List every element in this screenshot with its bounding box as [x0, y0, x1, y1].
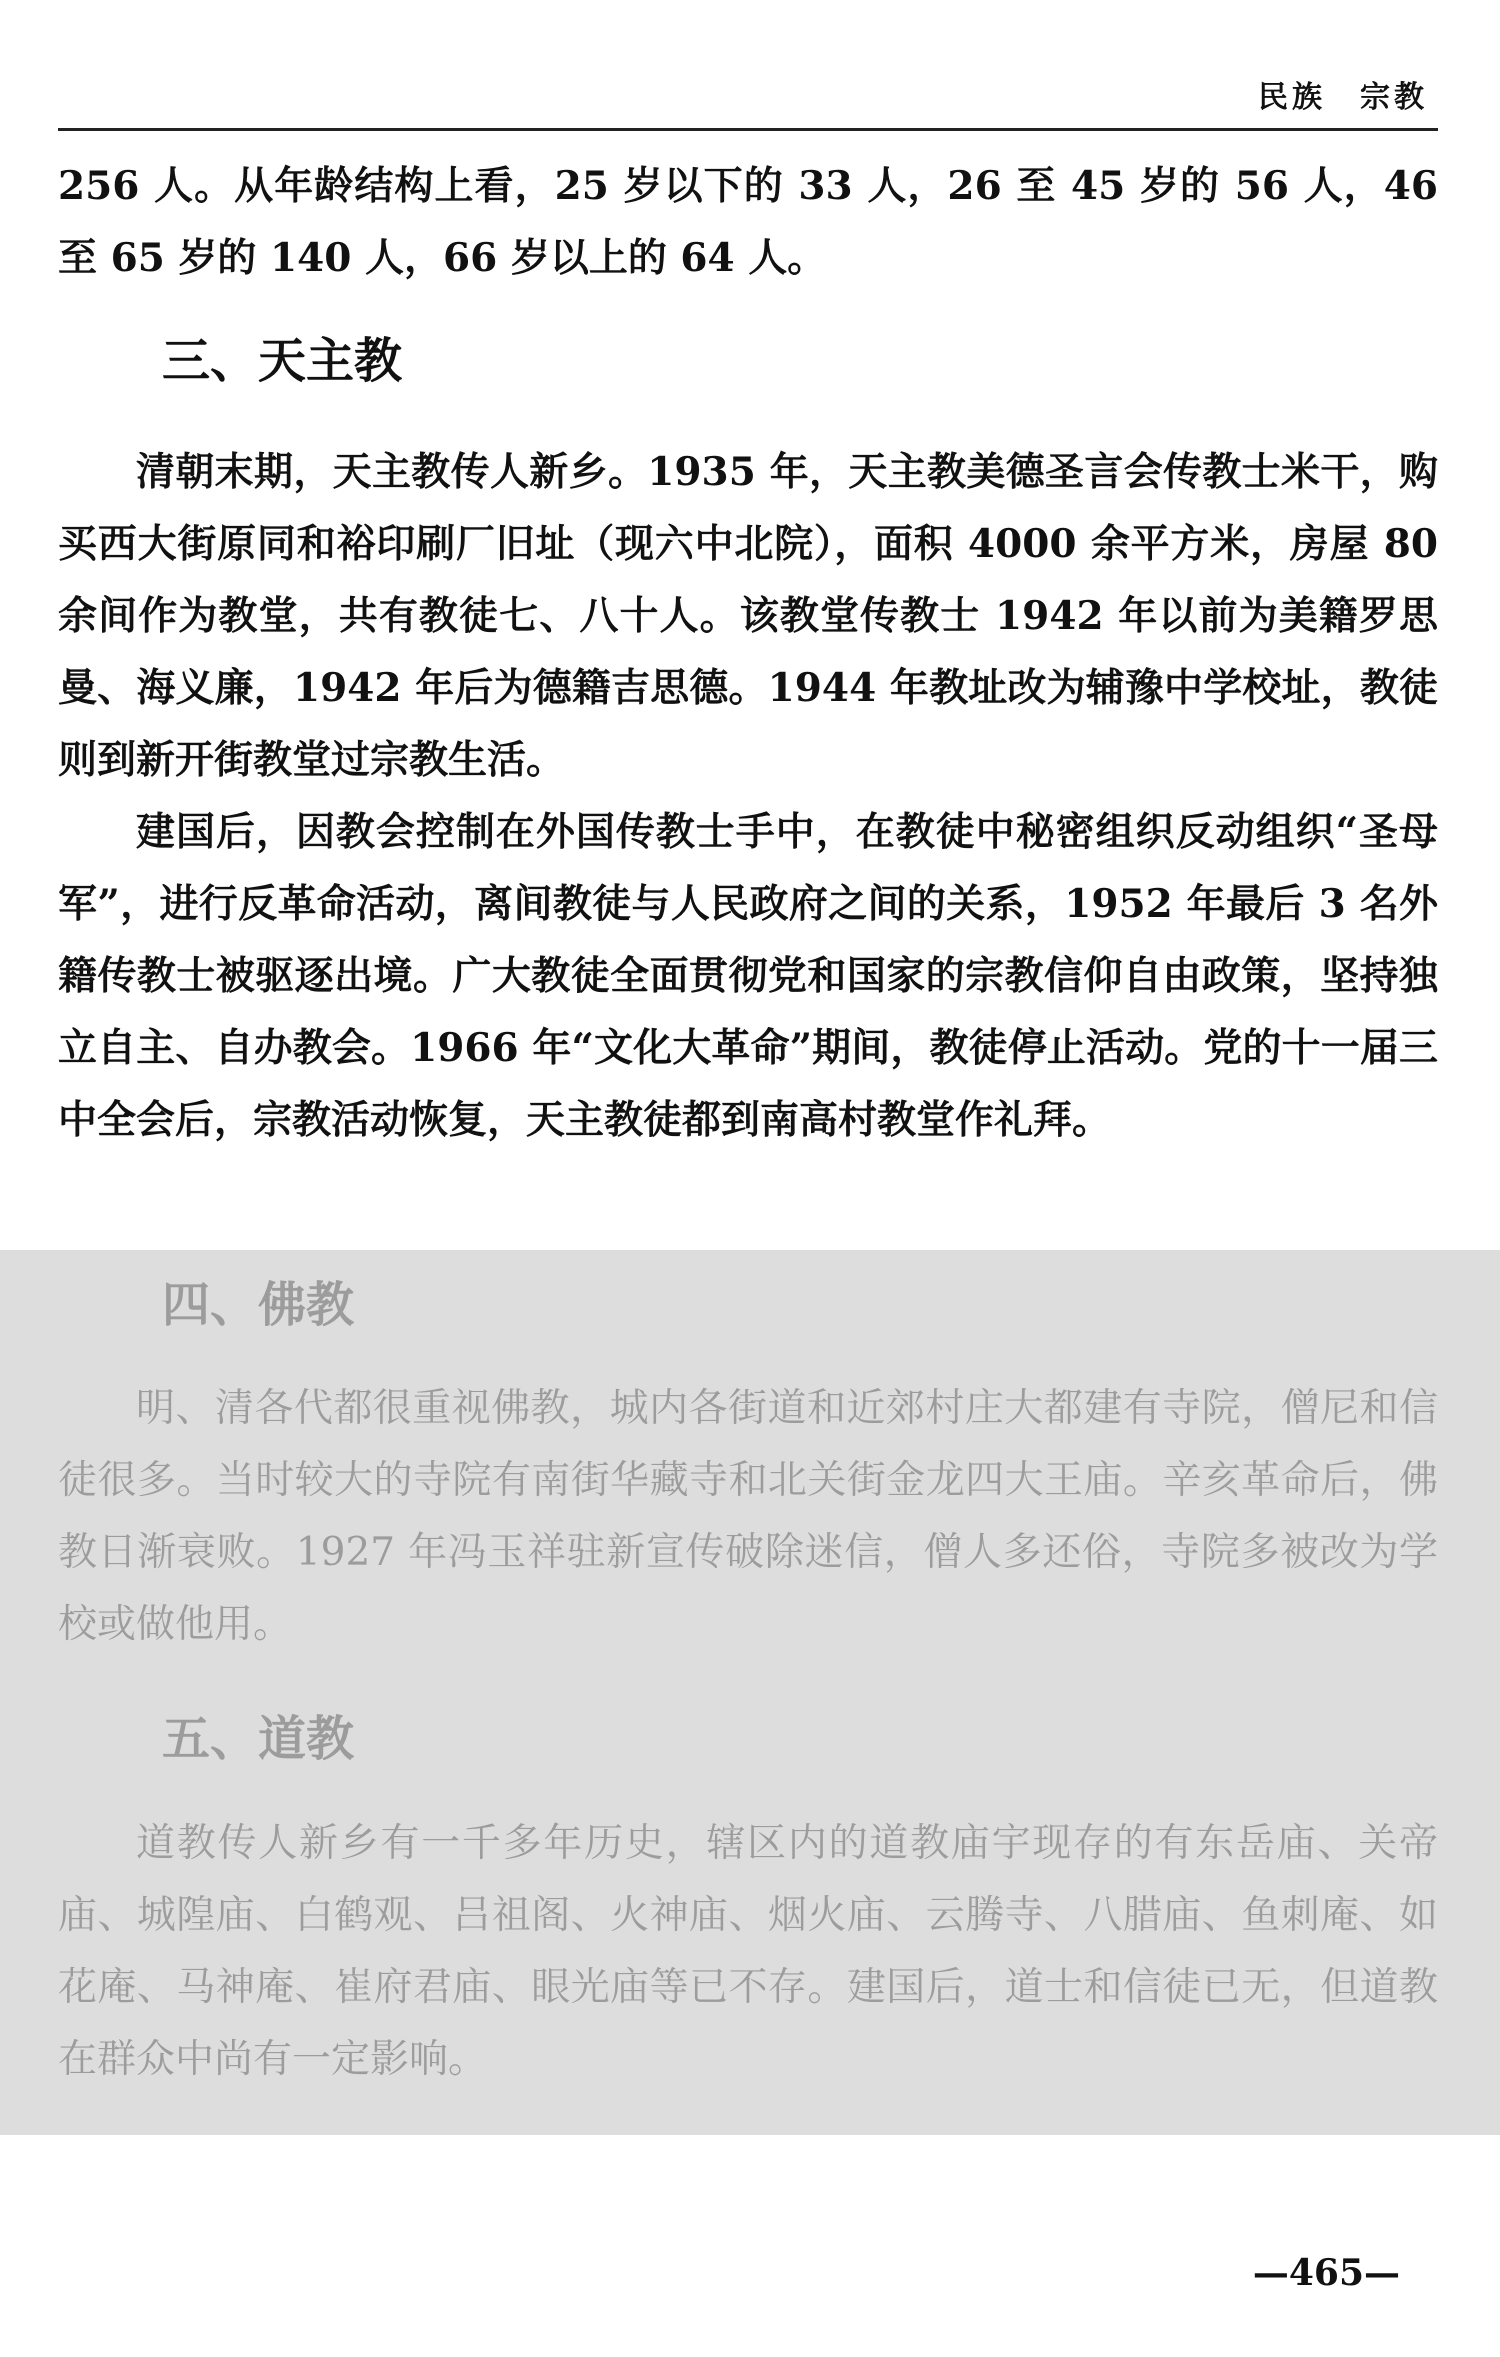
catholicism-paragraph-1: 清朝末期，天主教传人新乡。1935 年，天主教美德圣言会传教士米干，购买西大街原同和裕印刷厂旧址（现六中北院），面积 4000 余平方米，房屋 80 余间作为教堂，共有教徒七、八十人。该教堂传教士 1942 年以前为美籍罗思曼、海义廉，1942 年后为德籍吉思德。1944 年教址改为辅豫中学校址，教徒则到新开街教堂过宗教生活。: [58, 449, 1438, 783]
section-heading-buddhism: 四、佛教: [162, 1277, 355, 1333]
running-header: 民族 宗教: [1258, 80, 1428, 115]
intro-block: [58, 150, 1438, 294]
intro-paragraph: 256 人。从年龄结构上看，25 岁以下的 33 人，26 至 45 岁的 56 人，46 至 65 岁的 140 人，66 岁以上的 64 人。: [58, 163, 1438, 281]
buddhism-body: [58, 1373, 1438, 1661]
catholicism-body: [58, 436, 1438, 1156]
header-rule: [58, 128, 1438, 131]
buddhism-paragraph: 明、清各代都很重视佛教，城内各街道和近郊村庄大都建有寺院，僧尼和信徒很多。当时较大的寺院有南街华藏寺和北关街金龙四大王庙。辛亥革命后，佛教日渐衰败。1927 年冯玉祥驻新宣传破除迷信，僧人多还俗，寺院多被改为学校或做他用。: [58, 1386, 1438, 1647]
section-heading-catholicism: 三、天主教: [162, 333, 403, 389]
page-number: —465—: [1252, 2252, 1400, 2294]
catholicism-paragraph-2: 建国后，因教会控制在外国传教士手中，在教徒中秘密组织反动组织“圣母军”，进行反革命活动，离间教徒与人民政府之间的关系，1952 年最后 3 名外籍传教士被驱逐出境。广大教徒全面贯彻党和国家的宗教信仰自由政策，坚持独立自主、自办教会。1966 年“文化大革命”期间，教徒停止活动。党的十一届三中全会后，宗教活动恢复，天主教徒都到南高村教堂作礼拜。: [58, 809, 1438, 1143]
taoism-body: [58, 1808, 1438, 2096]
taoism-paragraph: 道教传人新乡有一千多年历史，辖区内的道教庙宇现存的有东岳庙、关帝庙、城隍庙、白鹤观、吕祖阁、火神庙、烟火庙、云腾寺、八腊庙、鱼刺庵、如花庵、马神庵、崔府君庙、眼光庙等已不存。建国后，道士和信徒已无，但道教在群众中尚有一定影响。: [58, 1821, 1438, 2082]
section-heading-taoism: 五、道教: [162, 1711, 355, 1767]
